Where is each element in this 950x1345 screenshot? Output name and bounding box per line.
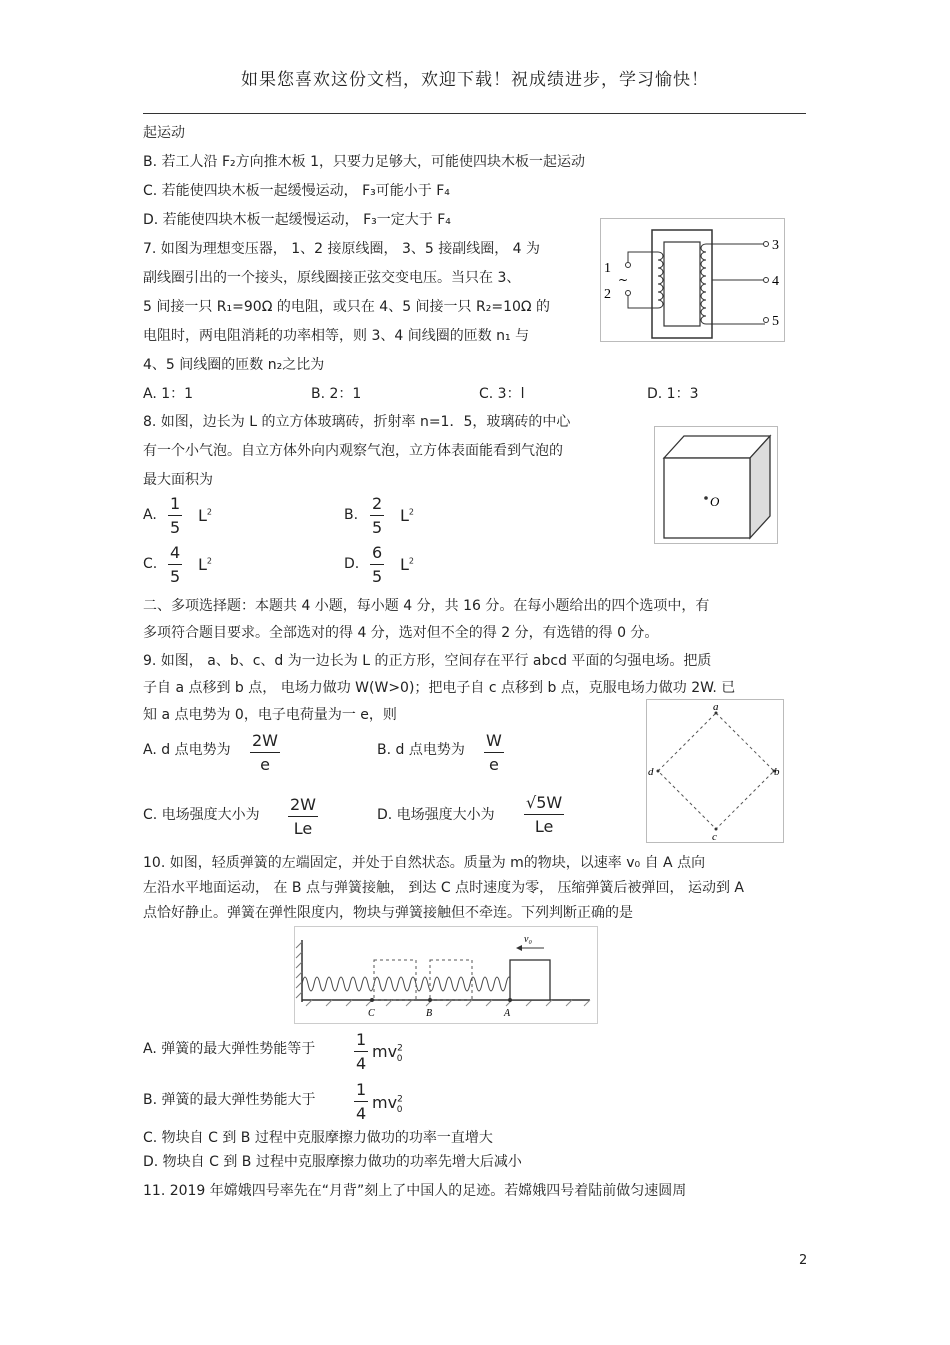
q10-line-2: 左沿水平地面运动， 在 B 点与弹簧接触， 到达 C 点时速度为零， 压缩弹簧后被弹回， 运动到 A <box>143 880 745 896</box>
q7-line-2: 副线圈引出的一个接头，原线圈接正弦交变电压。当只在 3、 <box>143 270 521 286</box>
q8-option-d-L: $L^2$ <box>400 555 415 574</box>
q8-option-a-fraction: $\frac{1}{5}$ <box>170 494 181 537</box>
terminal-1-label: 1 <box>604 261 611 276</box>
label-d: d <box>648 766 654 778</box>
q7-line-3: 5 间接一只 R₁=90Ω 的电阻，或只在 4、5 间接一只 R₂=10Ω 的 <box>143 299 551 315</box>
q6-option-d: D. 若能使四块木板一起缓慢运动， F₃一定大于 F₄ <box>143 212 451 228</box>
q10-line-1: 10. 如图，轻质弹簧的左端固定，并处于自然状态。质量为 m的物块，以速率 v₀ 自 A 点向 <box>143 855 706 871</box>
page-number: 2 <box>799 1253 808 1268</box>
q8-option-b-fraction: $\frac{2}{5}$ <box>372 494 383 537</box>
q8-line-2: 有一个小气泡。自立方体外向内观察气泡，立方体表面能看到气泡的 <box>143 443 563 459</box>
point-d <box>657 770 660 773</box>
q9-option-b-text: B. d 点电势为 <box>377 742 465 758</box>
glass-cube-figure <box>654 426 778 544</box>
terminal-5-label: 5 <box>772 314 779 329</box>
q10-option-a-text: A. 弹簧的最大弹性势能等于 <box>143 1041 316 1057</box>
q8-option-a-L: $L^2$ <box>198 506 213 525</box>
q7-line-1: 7. 如图为理想变压器， 1、2 接原线圈， 3、5 接副线圈， 4 为 <box>143 241 541 257</box>
q6-continuation: 起运动 <box>143 125 185 141</box>
q7-line-4: 电阻时，两电阻消耗的功率相等，则 3、4 间线圈的匝数 n₁ 与 <box>143 328 530 344</box>
q8-line-1: 8. 如图，边长为 L 的立方体玻璃砖，折射率 n=1．5，玻璃砖的中心 <box>143 414 571 430</box>
q8-option-b-L: $L^2$ <box>400 506 415 525</box>
q8-option-d-label: D. <box>344 556 360 572</box>
point-B-label: B <box>426 1008 433 1019</box>
ac-source-label: ~ <box>618 273 629 287</box>
q8-option-d-fraction: $\frac{6}{5}$ <box>372 543 383 586</box>
terminal-4-label: 4 <box>772 274 779 289</box>
q7-option-d: D. 1：3 <box>647 386 699 402</box>
q10-option-a-fraction: $\frac{1}{4}$ <box>356 1030 367 1073</box>
point-C-label: C <box>368 1008 375 1019</box>
q9-option-d-fraction: $\frac{√5W}{Le}$ <box>526 793 563 836</box>
q8-option-c-L: $L^2$ <box>198 555 213 574</box>
q9-option-b-fraction: $\frac{W}{e}$ <box>486 731 502 774</box>
square-field-figure <box>646 699 784 843</box>
q8-option-c-fraction: $\frac{4}{5}$ <box>170 543 181 586</box>
q8-option-a-label: A. <box>143 507 157 523</box>
q6-option-b: B. 若工人沿 F₂方向推木板 1，只要力足够大，可能使四块木板一起运动 <box>143 154 585 170</box>
q10-option-b-mv: $mv^2_0$ <box>372 1093 403 1116</box>
q10-option-a-mv: $mv^2_0$ <box>372 1042 403 1065</box>
q9-line-1: 9. 如图， a、b、c、d 为一边长为 L 的正方形，空间存在平行 abcd 平面的匀强电场。把质 <box>143 653 712 669</box>
q9-line-3: 知 a 点电势为 0，电子电荷量为一 e，则 <box>143 707 397 723</box>
q7-line-5: 4、5 间线圈的匝数 n₂之比为 <box>143 357 325 373</box>
q7-option-a: A. 1：1 <box>143 386 194 402</box>
q10-option-c: C. 物块自 C 到 B 过程中克服摩擦力做功的功率一直增大 <box>143 1130 493 1146</box>
q10-option-b-text: B. 弹簧的最大弹性势能大于 <box>143 1092 316 1108</box>
terminal-2-label: 2 <box>604 287 611 302</box>
section2-line-1: 二、多项选择题：本题共 4 小题，每小题 4 分，共 16 分。在每小题给出的四个选项中，有 <box>143 598 710 614</box>
section2-line-2: 多项符合题目要求。全部选对的得 4 分，选对但不全的得 2 分，有选错的得 0 分。 <box>143 625 659 641</box>
q10-option-b-fraction: $\frac{1}{4}$ <box>356 1080 367 1123</box>
label-b: b <box>774 766 780 778</box>
transformer-figure <box>600 218 786 342</box>
header-rule <box>143 113 806 114</box>
q6-option-c: C. 若能使四块木板一起缓慢运动， F₃可能小于 F₄ <box>143 183 450 199</box>
q10-option-d: D. 物块自 C 到 B 过程中克服摩擦力做功的功率先增大后减小 <box>143 1154 522 1170</box>
q7-option-c: C. 3：l <box>479 386 525 402</box>
point-A-label: A <box>504 1008 511 1019</box>
q8-option-c-label: C. <box>143 556 158 572</box>
label-c: c <box>712 831 717 843</box>
spring-block-figure <box>294 926 598 1024</box>
bubble-dot <box>704 496 708 500</box>
terminal-3-label: 3 <box>772 238 779 253</box>
v0-label: v₀ <box>524 934 532 945</box>
q9-option-a-fraction: $\frac{2W}{e}$ <box>252 731 278 774</box>
label-a: a <box>713 701 719 713</box>
q9-option-c-fraction: $\frac{2W}{Le}$ <box>290 795 316 838</box>
q9-line-2: 子自 a 点移到 b 点， 电场力做功 W(W>0)；把电子自 c 点移到 b 点，克服电场力做功 2W. 已 <box>143 680 736 696</box>
q9-option-a-text: A. d 点电势为 <box>143 742 231 758</box>
q8-line-3: 最大面积为 <box>143 472 213 488</box>
page-header: 如果您喜欢这份文档，欢迎下载！祝成绩进步，学习愉快！ <box>241 70 709 90</box>
q7-option-b: B. 2：1 <box>311 386 362 402</box>
q8-option-b-label: B. <box>344 507 359 523</box>
q9-option-d-text: D. 电场强度大小为 <box>377 807 495 823</box>
center-label: O <box>710 494 720 509</box>
q9-option-c-text: C. 电场强度大小为 <box>143 807 260 823</box>
q10-line-3: 点恰好静止。弹簧在弹性限度内，物块与弹簧接触但不牵连。下列判断正确的是 <box>143 905 633 921</box>
q11-line-1: 11. 2019 年嫦娥四号率先在“月背”刻上了中国人的足迹。若嫦娥四号着陆前做匀速圆周 <box>143 1183 687 1199</box>
